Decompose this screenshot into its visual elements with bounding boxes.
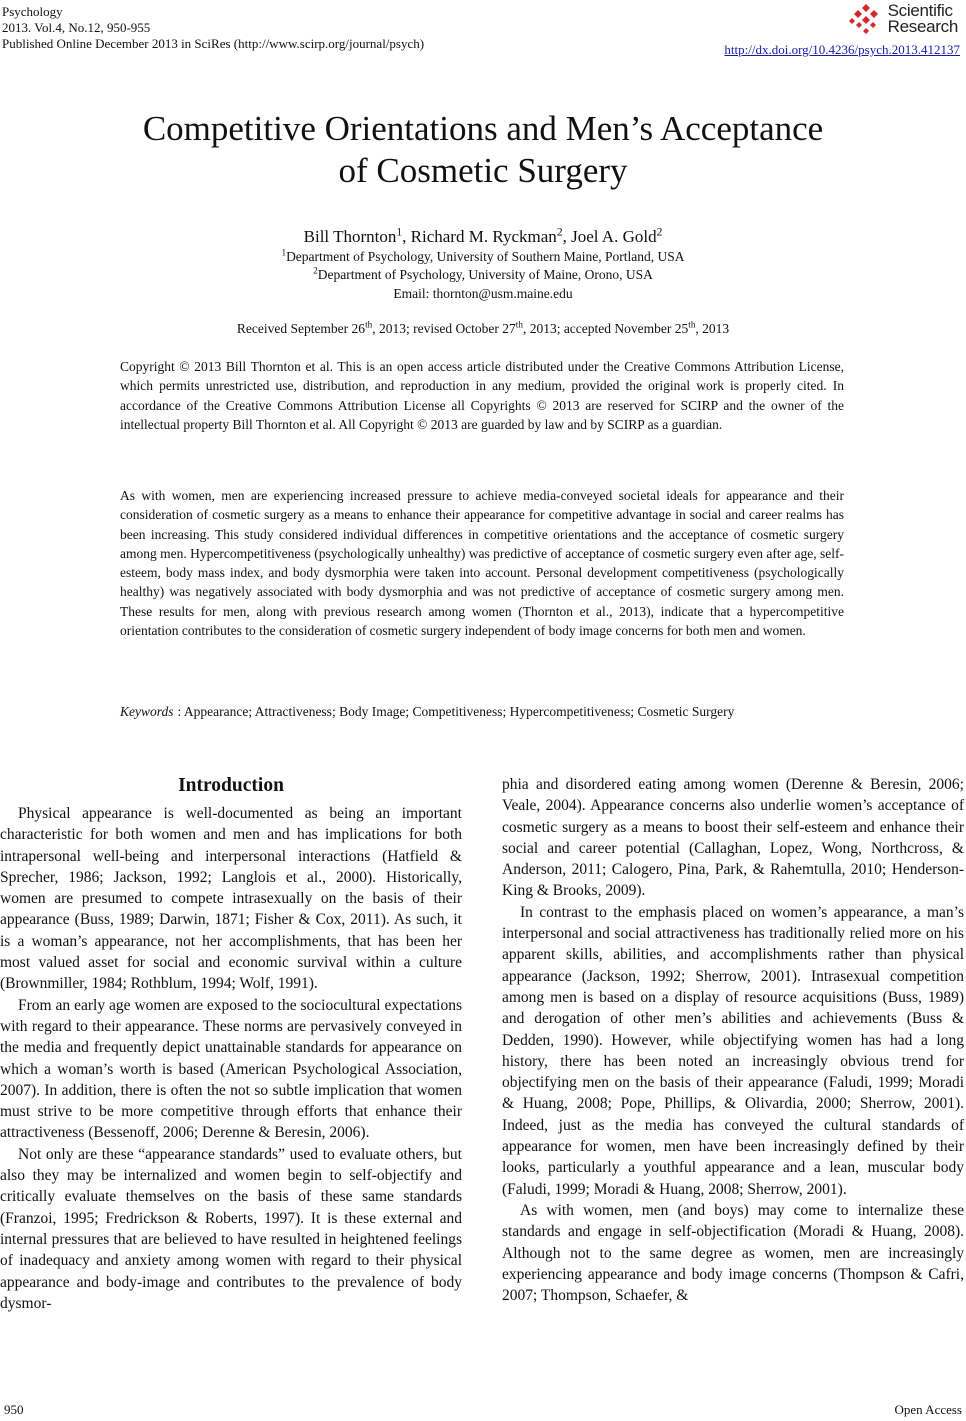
paragraph: phia and disordered eating among women (Derenne & Beresin, 2006; Veale, 2004). Appearance concerns also underlie women’s acceptance of cosmetic surgery as a means to boost their self-esteem and enhance their social and career potential (Callaghan, Lopez, Wong, Northcross, & Anderson, 2011; Calogero, Pina, Park, & Rahemtulla, 2010; Henderson-King & Brooks, 2009). [502,776,964,900]
author: Joel A. Gold$^2$ [571,225,663,246]
scientific-research-logo-icon [848,2,884,36]
paragraph: From an early age women are exposed to the sociocultural expectations with regard to their appearance. These norms are pervasively conveyed in the media and frequently depict unattainable standards for appearance on which a woman’s worth is based (American Psychological Association, 2007). In addition, there is often the not so subtle implication that women must strive to be more competitive through efforts that enhance their attractiveness (Bessenoff, 2006; Derenne & Beresin, 2006). [0,996,462,1142]
page-number: 950 [4,1402,24,1417]
paragraph: Not only are these “appearance standards” used to evaluate others, but also they may be internalized and women begin to self-objectify and critically evaluate themselves on the basis of these same standards (Franzoi, 1995; Fredrickson & Roberts, 1997). It is these external and internal pressures that are believed to have resulted in heightened feelings of inadequacy and anxiety among women with regard to their physical appearance and body-image and contributes to the prevalence of body dysmor- [0,1145,462,1312]
author-email: Email: thornton@usm.maine.edu [393,286,573,301]
right-column [502,774,964,1306]
keywords-list: : Appearance; Attractiveness; Body Image; Competitiveness; Hypercompetitiveness; Cosmetic Surgery [177,704,735,719]
journal-name: Psychology [2,4,63,19]
keywords-label: Keywords [120,704,174,719]
keywords [120,702,844,722]
received-dates: Received September 26th, 2013; revised October 27th, 2013; accepted November 25th, 2013 [236,319,730,336]
section-heading: Introduction [178,775,284,796]
author-list [0,226,966,248]
author: Bill Thornton$^1$, [303,225,411,246]
author: Richard M. Ryckman$^2$, [410,225,572,246]
open-access-label: Open Access [894,1402,962,1417]
copyright-notice: Copyright © 2013 Bill Thornton et al. This is an open access article distributed under the Creative Commons Attribution License, which permits unrestricted use, distribution, and reproduction in any medium, provided the original work is properly cited. In accordance of the Creative Commons Attribution License all Copyrights © 2013 are reserved for SCIRP and the owner of the intellectual property Bill Thornton et al. All Copyright © 2013 are guarded by law and by SCIRP as a guardian. [120,359,844,432]
paragraph: In contrast to the emphasis placed on women’s appearance, a man’s interpersonal and social attractiveness has traditionally relied more on his apparent skills, abilities, and accomplishments rather than physical appearance (Jackson, 1992; Sherrow, 2001). Intrasexual competition among men is based on a display of resource acquisitions (Buss, 1989) and derogation of other men’s abilities and achievements (Buss & Dedden, 1990). However, while objectifying women has had a long history, there has been noted an increasingly obvious trend for objectifying men on the basis of their appearance (Faludi, 1999; Moradi & Huang, 2008; Pope, Phillips, & Olivardia, 2000; Sherrow, 2001). Indeed, just as the media has conveyed the cultural standards of appearance for women, men have been increasingly defined by their looks, particularly a youthful appearance and a lean, muscular body (Faludi, 1999; Moradi & Huang, 2008; Sherrow, 2001). [502,903,964,1198]
paragraph: Physical appearance is well-documented as being an important characteristic for both women and men and has implications for both intrapersonal well-being and interpersonal interactions (Hatfield & Sprecher, 1986; Jackson, 1992; Langlois et al., 2000). Historically, women are presumed to compete intrasexually on the basis of their appearance (Buss, 1989; Darwin, 1871; Fisher & Cox, 2011). As such, it is a woman’s appearance, not her accomplishments, that has been her most valued asset for social and economic survival within a culture (Brownmiller, 1984; Rothblum, 1994; Wolf, 1991). [0,805,462,993]
affiliation-2: $^2$Department of Psychology, University of Maine, Orono, USA [313,265,653,282]
paragraph: As with women, men (and boys) may come to internalize these standards and engage in self-objectification (Moradi & Huang, 2008). Although not to the same degree as women, men are increasingly experiencing appearance and body image concerns (Thompson & Cafri, 2007; Thompson, Schaefer, & [502,1201,964,1305]
logo-wordmark: Scientific Research [887,1,958,36]
affiliation-1: $^1$Department of Psychology, University of Southern Maine, Portland, USA [281,247,685,264]
left-column [0,774,462,1314]
abstract: As with women, men are experiencing increased pressure to achieve media-conveyed societal ideals for appearance and their consideration of cosmetic surgery as a means to enhance their appearance for competitive advantage in social and career realms has been increasing. This study considered individual differences in competitive orientations and the acceptance of cosmetic surgery among men. Hypercompetitiveness (psychologically unhealthy) was predictive of acceptance of cosmetic surgery even after age, self-esteem, body mass index, and body dysmorphia were taken into account. Personal development competitiveness (psychologically healthy) was negatively associated with body dysmorphia and was not predictive of acceptance of cosmetic surgery among men. These results for men, along with previous research among women (Thornton et al., 2013), indicate that a hypercompetitive orientation contributes to the consideration of cosmetic surgery independent of body image concerns for both men and women. [120,488,844,639]
journal-header [2,4,424,52]
publisher-logo [848,0,958,38]
doi-link[interactable]: http://dx.doi.org/10.4236/psych.2013.412137 [724,42,960,57]
publication-info: Published Online December 2013 in SciRes (http://www.scirp.org/journal/psych) [2,36,425,51]
paper-title: Competitive Orientations and Men’s Acceptance of Cosmetic Surgery [142,109,824,190]
journal-volume: 2013. Vol.4, No.12, 950-955 [2,20,151,35]
